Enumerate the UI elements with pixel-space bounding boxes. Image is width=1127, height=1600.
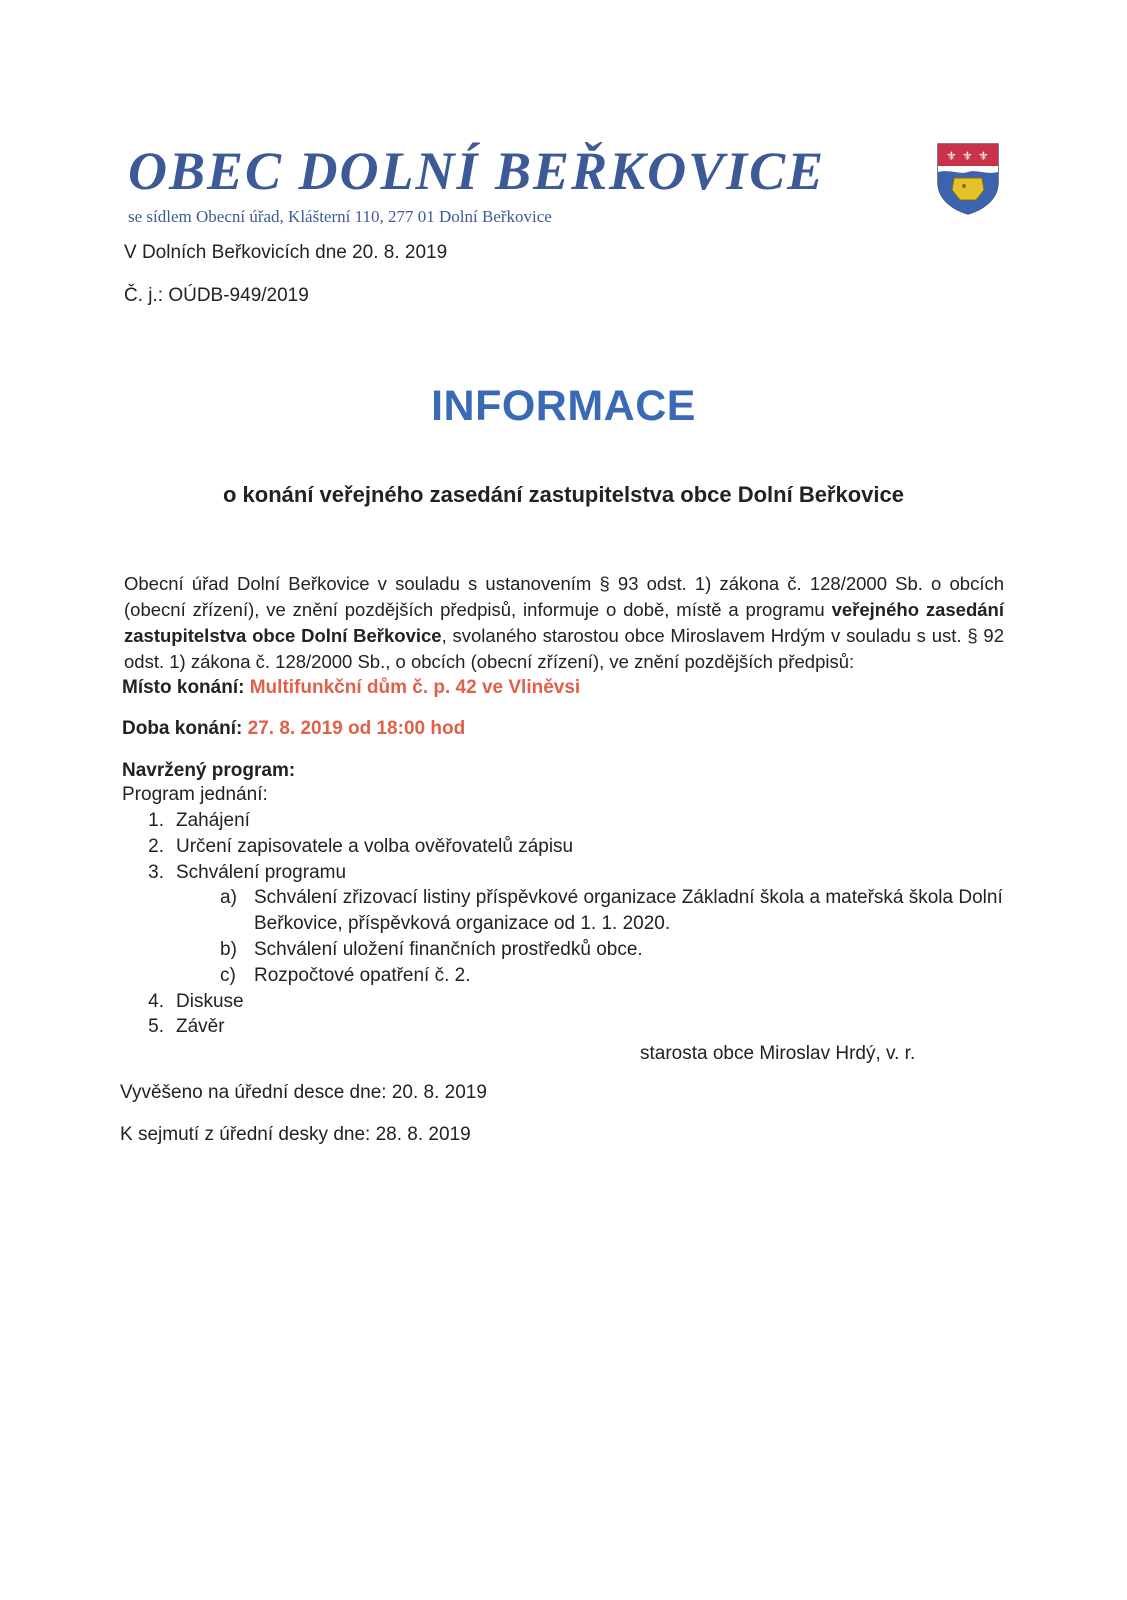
agenda-item: 5. Závěr	[148, 1016, 225, 1037]
agenda-item: 1. Zahájení	[148, 810, 250, 831]
signature: starosta obce Miroslav Hrdý, v. r.	[640, 1043, 916, 1064]
date-line: V Dolních Beřkovicích dne 20. 8. 2019	[124, 242, 448, 263]
proposed-program-label: Navržený program:	[122, 760, 296, 781]
meeting-time: Doba konání: 27. 8. 2019 od 18:00 hod	[122, 718, 466, 739]
agenda-item: 2. Určení zapisovatele a volba ověřovatelů zápisu	[148, 836, 574, 857]
svg-text:⚜: ⚜	[962, 149, 973, 163]
document-subheading: o konání veřejného zasedání zastupitelstva obce Dolní Beřkovice	[223, 482, 904, 507]
coat-of-arms-icon	[936, 142, 1000, 216]
agenda-subitem: c) Rozpočtové opatření č. 2.	[220, 965, 471, 986]
agenda-subitem: b) Schválení uložení finančních prostředků obce.	[220, 939, 643, 960]
municipality-title: OBEC DOLNÍ BEŘKOVICE	[128, 141, 826, 201]
agenda-label: Program jednání:	[122, 784, 268, 805]
municipality-address: se sídlem Obecní úřad, Klášterní 110, 277 01 Dolní Beřkovice	[128, 207, 552, 226]
agenda-item: 3. Schválení programu	[148, 862, 347, 883]
svg-text:⚜: ⚜	[946, 149, 957, 163]
agenda-subitem: a) Schválení zřizovací listiny příspěvkové organizace Základní škola a mateřská škola Dolní	[220, 887, 1003, 908]
svg-text:⚜: ⚜	[978, 149, 989, 163]
posted-date: Vyvěšeno na úřední desce dne: 20. 8. 2019	[120, 1082, 487, 1103]
meeting-place: Místo konání: Multifunkční dům č. p. 42 ve Vliněvsi	[122, 677, 581, 698]
agenda-item: 4. Diskuse	[148, 991, 244, 1012]
reference-number: Č. j.: OÚDB-949/2019	[124, 285, 309, 306]
removal-date: K sejmutí z úřední desky dne: 28. 8. 2019	[120, 1124, 471, 1145]
agenda-subitem-continuation: Beřkovice, příspěvková organizace od 1. 1. 2020.	[254, 913, 671, 934]
intro-paragraph: Obecní úřad Dolní Beřkovice v souladu s ustanovením § 93 odst. 1) zákona č. 128/2000 Sb. o obcích (obecní zřízení), ve znění pozdějších předpisů, informuje o době, místě a programu veřejného zasedání zastupitelstva obce Dolní Beřkovice, svolaného starostou obce Miroslavem Hrdým v souladu s ust. § 92 odst. 1) zákona č. 128/2000 Sb., o obcích (obecní zřízení), ve znění pozdějších předpisů:	[124, 573, 1004, 672]
document-heading: INFORMACE	[431, 382, 696, 430]
